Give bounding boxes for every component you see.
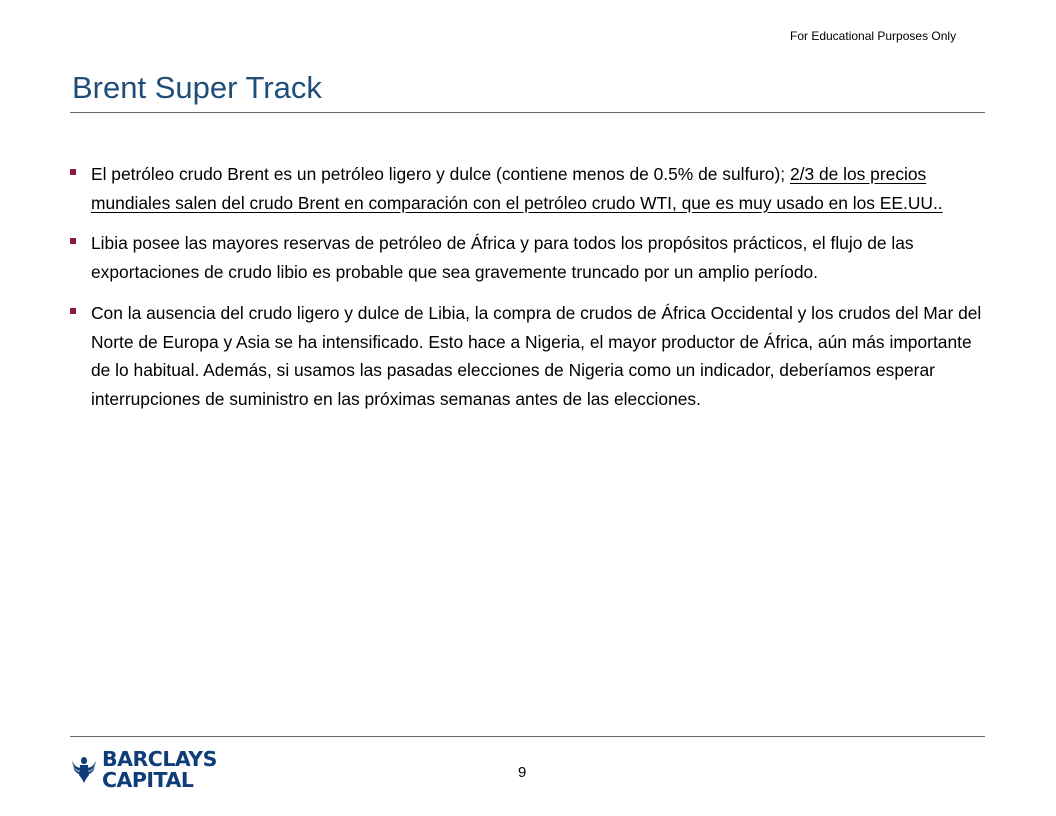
logo-line-capital: CAPITAL	[102, 768, 194, 792]
classification-note: For Educational Purposes Only	[790, 29, 957, 43]
square-bullet-icon	[70, 238, 76, 244]
bullet-text	[91, 160, 990, 217]
eagle-icon	[70, 755, 98, 785]
title-divider	[70, 112, 985, 113]
bullet-text-plain: El petróleo crudo Brent es un petróleo ligero y dulce (contiene menos de 0.5% de sulfuro);	[91, 164, 790, 184]
bullet-item-nigeria	[70, 299, 990, 414]
square-bullet-icon	[70, 308, 76, 314]
bullet-text: Con la ausencia del crudo ligero y dulce de Libia, la compra de crudos de África Occidental y los crudos del Mar del Norte de Europa y Asia se ha intensificado. Esto hace a Nigeria, el mayor productor de África, aún más importante de lo habitual. Además, si usamos las pasadas elecciones de Nigeria como un indicador, deberíamos esperar interrupciones de suministro en las próximas semanas antes de las elecciones.	[91, 302, 982, 409]
footer-divider	[70, 736, 985, 737]
logo-line-barclays: BARCLAYS	[102, 747, 217, 771]
bullet-text-underlined: 2/3 de los precios mundiales salen del crudo Brent en comparación con el petróleo crudo WTI, que es muy usado en los EE.UU..	[91, 164, 943, 213]
logo-wordmark	[102, 749, 217, 791]
bullet-text: Libia posee las mayores reservas de petróleo de África y para todos los propósitos prácticos, el flujo de las exportaciones de crudo libio es probable que sea gravemente truncado por un amplio período.	[91, 233, 914, 283]
page-number: 9	[518, 764, 527, 781]
bullet-list	[70, 160, 990, 426]
bullet-item-brent	[70, 160, 990, 217]
bullet-item-libia	[70, 229, 990, 286]
square-bullet-icon	[70, 169, 76, 175]
page-title: Brent Super Track	[72, 70, 322, 105]
barclays-capital-logo	[70, 745, 230, 795]
